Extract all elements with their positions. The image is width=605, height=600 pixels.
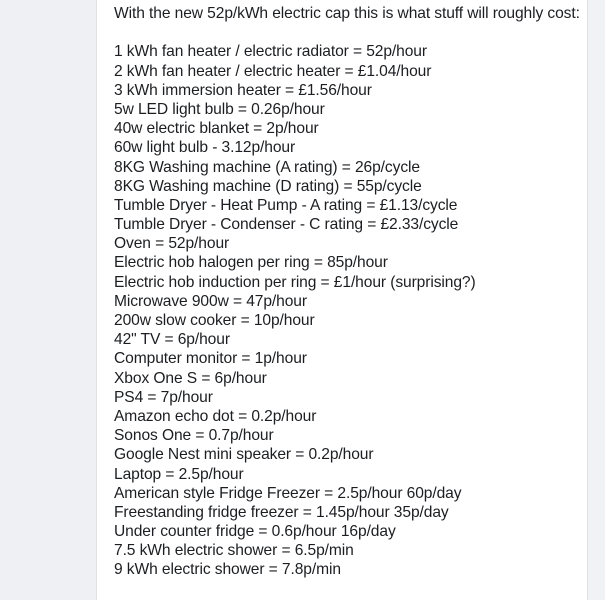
cost-item-washing-machine-a: 8KG Washing machine (A rating) = 26p/cycle: [114, 158, 420, 176]
cost-item-ps4: PS4 = 7p/hour: [114, 388, 213, 406]
cost-item-hob-induction: Electric hob induction per ring = £1/hour (surprising?): [114, 273, 476, 291]
cost-item-nest-mini: Google Nest mini speaker = 0.2p/hour: [114, 446, 374, 464]
cost-item-xbox: Xbox One S = 6p/hour: [114, 369, 267, 387]
post-intro: With the new 52p/kWh electric cap this is what stuff will roughly cost:: [114, 5, 580, 22]
cost-item-sonos: Sonos One = 0.7p/hour: [114, 427, 274, 445]
cost-item-laptop: Laptop = 2.5p/hour: [114, 465, 244, 483]
cost-item-electric-blanket: 40w electric blanket = 2p/hour: [114, 120, 319, 138]
right-gutter: [588, 0, 605, 600]
cost-item-under-counter-fridge: Under counter fridge = 0.6p/hour 16p/day: [114, 523, 396, 541]
cost-item-hob-halogen: Electric hob halogen per ring = 85p/hour: [114, 254, 388, 272]
cost-item-fan-heater-2kwh: 2 kWh fan heater / electric heater = £1.04/hour: [114, 62, 432, 80]
cost-item-american-fridge-freezer: American style Fridge Freezer = 2.5p/hour 60p/day: [114, 484, 462, 502]
post-card: [96, 0, 588, 600]
cost-item-light-bulb: 60w light bulb - 3.12p/hour: [114, 139, 296, 157]
cost-item-shower-7-5kwh: 7.5 kWh electric shower = 6.5p/min: [114, 542, 354, 560]
cost-item-tumble-dryer-heat-pump: Tumble Dryer - Heat Pump - A rating = £1.13/cycle: [114, 196, 458, 214]
cost-item-oven: Oven = 52p/hour: [114, 235, 230, 253]
post-text: [114, 4, 584, 580]
cost-item-slow-cooker: 200w slow cooker = 10p/hour: [114, 312, 315, 330]
cost-item-freestanding-fridge-freezer: Freestanding fridge freezer = 1.45p/hour 35p/day: [114, 503, 449, 521]
left-gutter: [0, 0, 96, 600]
cost-list: [114, 42, 584, 579]
cost-item-tumble-dryer-condenser: Tumble Dryer - Condenser - C rating = £2.33/cycle: [114, 216, 459, 234]
cost-item-led-bulb: 5w LED light bulb = 0.26p/hour: [114, 100, 325, 118]
cost-item-shower-9kwh: 9 kWh electric shower = 7.8p/min: [114, 561, 341, 579]
cost-item-immersion-heater: 3 kWh immersion heater = £1.56/hour: [114, 81, 372, 99]
cost-item-washing-machine-d: 8KG Washing machine (D rating) = 55p/cycle: [114, 177, 422, 195]
cost-item-echo-dot: Amazon echo dot = 0.2p/hour: [114, 407, 317, 425]
cost-item-tv: 42" TV = 6p/hour: [114, 331, 230, 349]
cost-item-microwave: Microwave 900w = 47p/hour: [114, 292, 307, 310]
paragraph-spacer: [114, 23, 584, 42]
cost-item-computer-monitor: Computer monitor = 1p/hour: [114, 350, 307, 368]
cost-item-fan-heater-1kwh: 1 kWh fan heater / electric radiator = 52p/hour: [114, 43, 427, 61]
